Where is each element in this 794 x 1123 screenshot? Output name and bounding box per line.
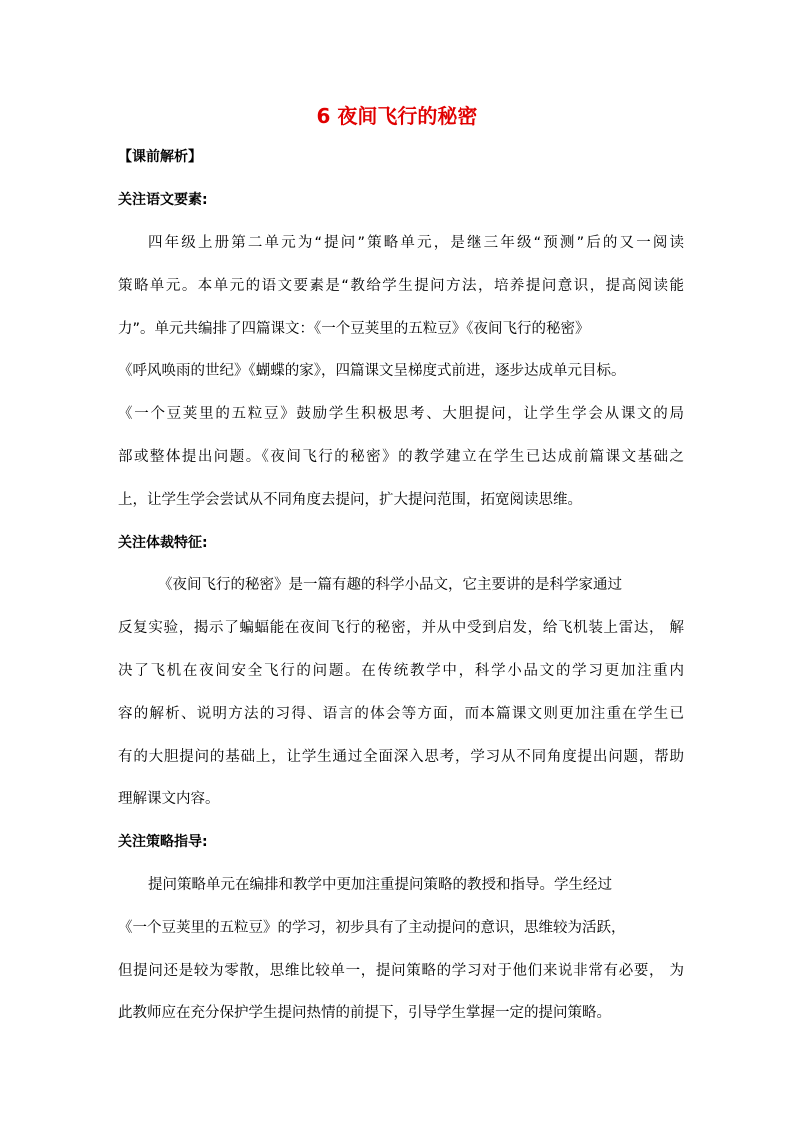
paragraph-line: 部或整体提出问题。《夜间飞行的秘密》的教学建立在学生已达成前篇课文基础之 xyxy=(118,449,684,465)
paragraph-line: 《一个豆荚里的五粒豆》鼓励学生积极思考、大胆提问，让学生学会从课文的局 xyxy=(118,406,684,422)
paragraph-line: 策略单元。本单元的语文要素是“教给学生提问方法，培养提问意识，提高阅读能 xyxy=(118,278,684,294)
heading-language-elements: 关注语文要素: xyxy=(118,192,208,208)
heading-genre-features: 关注体裁特征: xyxy=(118,535,208,551)
paragraph-line: 有的大胆提问的基础上，让学生通过全面深入思考，学习从不同角度提出问题，帮助 xyxy=(118,749,684,765)
paragraph-line: 力”。单元共编排了四篇课文：《一个豆荚里的五粒豆》《夜间飞行的秘密》 xyxy=(118,321,590,337)
paragraph-line: 理解课文内容。 xyxy=(118,791,220,807)
paragraph-line: 四年级上册第二单元为“提问”策略单元，是继三年级“预测”后的又一阅读 xyxy=(148,235,684,251)
section-heading-pre-lesson: 【课前解析】 xyxy=(118,149,202,165)
paragraph-line: 决了飞机在夜间安全飞行的问题。在传统教学中，科学小品文的学习更加注重内 xyxy=(118,663,684,679)
paragraph-line: 《呼风唤雨的世纪》《蝴蝶的家》，四篇课文呈梯度式前进，逐步达成单元目标。 xyxy=(118,363,626,379)
paragraph-line: 此教师应在充分保护学生提问热情的前提下，引导学生掌握一定的提问策略。 xyxy=(118,1005,611,1021)
paragraph-line: 上，让学生学会尝试从不同角度去提问，扩大提问范围，拓宽阅读思维。 xyxy=(118,492,582,508)
paragraph-line: 容的解析、说明方法的习得、语言的体会等方面，而本篇课文则更加注重在学生已 xyxy=(118,706,684,722)
heading-strategy-guidance: 关注策略指导: xyxy=(118,834,208,850)
paragraph-line: 《一个豆荚里的五粒豆》的学习，初步具有了主动提问的意识，思维较为活跃， xyxy=(118,920,626,936)
paragraph-line: 反复实验，揭示了蝙蝠能在夜间飞行的秘密，并从中受到启发，给飞机装上雷达， 解 xyxy=(118,620,684,636)
paragraph-line: 提问策略单元在编排和教学中更加注重提问策略的教授和指导。学生经过 xyxy=(148,877,612,893)
paragraph-line: 但提问还是较为零散，思维比较单一，提问策略的学习对于他们来说非常有必要， 为 xyxy=(118,963,684,979)
paragraph-line: 《夜间飞行的秘密》是一篇有趣的科学小品文，它主要讲的是科学家通过 xyxy=(158,577,622,593)
document-title: 6 夜间飞行的秘密 xyxy=(316,104,478,128)
